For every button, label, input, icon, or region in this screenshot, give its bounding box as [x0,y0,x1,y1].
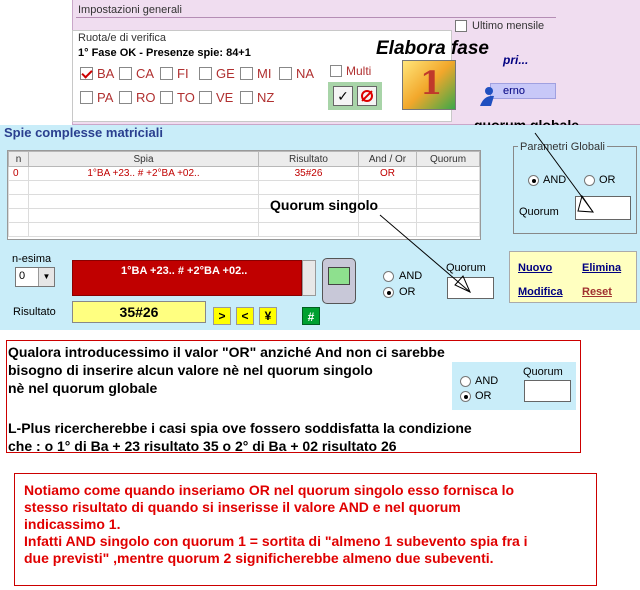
cell-risultato: 35#26 [259,167,359,181]
note1-line2: bisogno di inserire alcun valore nè nel quorum singolo [8,362,373,378]
wheel-na-label: NA [296,66,315,81]
wheel-ca-label: CA [136,66,155,81]
wheel-to-label: TO [177,90,195,105]
multi-label: Multi [346,64,372,78]
note1-line5: che : o 1° di Ba + 23 risultato 35 o 2° di Ba + 02 risultato 26 [8,438,397,454]
note2-text [24,482,594,567]
wheel-ba-label: BA [97,66,115,81]
note2-line4: Infatti AND singolo con quorum 1 = sortita di "almeno 1 subevento spia fra i [24,533,528,549]
global-and-label: AND [543,174,567,186]
next-button[interactable]: > [213,307,231,325]
quorum-singolo-annotation: Quorum singolo [270,197,379,213]
general-settings-label: Impostazioni generali [78,4,182,16]
nesima-label: n-esima [12,253,52,265]
ruota-label: Ruota/e di verifica [78,32,167,44]
col-n[interactable]: n [9,152,29,167]
wheel-ve-label: VE [216,90,234,105]
nesima-select[interactable]: 0 [15,267,55,287]
confirm-button[interactable]: ✓ [333,86,353,106]
note1-or-label: OR [475,390,492,402]
note1-and-radio[interactable] [460,375,498,387]
nuovo-link[interactable]: Nuovo [518,262,553,274]
col-spia[interactable]: Spia [29,152,259,167]
chevron-down-icon[interactable]: ▼ [38,268,54,286]
note1-or-radio[interactable] [460,390,492,402]
wheel-fi-label: FI [177,66,189,81]
wheel-ro-label: RO [136,90,156,105]
phase-number: 1 [420,64,443,102]
note2-line5: due previsti" ,mentre quorum 2 significherebbe almeno due subeventi. [24,550,494,566]
note2-line1: Notiamo come quando inseriamo OR nel quorum singolo esso fornisca lo [24,482,515,498]
note1-and-radio-dot[interactable] [460,376,471,387]
note2-line2: stesso risultato di quando si inserisse il valore AND e nel quorum [24,499,461,515]
prev-button[interactable]: < [236,307,254,325]
yen-button[interactable]: ¥ [259,307,277,325]
note1-and-label: AND [475,375,499,387]
risultato-label: Risultato [13,306,56,318]
global-quorum-label: Quorum [519,206,559,218]
cell-and-or: OR [359,167,417,181]
note1-text2 [8,419,568,455]
wheel-pa-label: PA [97,90,114,105]
ultimo-mensile-label: Ultimo mensile [472,20,545,32]
wheel-ge-label: GE [216,66,235,81]
modifica-link[interactable]: Modifica [518,286,563,298]
parametri-globali-label: Parametri Globali [520,141,605,153]
spie-header: Spie complesse matriciali [4,125,163,140]
col-quorum[interactable]: Quorum [417,152,480,167]
note1-line1: Qualora introducessimo il valor "OR" anziché And non ci sarebbe [8,344,445,360]
hash-button[interactable]: # [302,307,320,325]
formula-field[interactable]: 1°BA +23.. # +2°BA +02.. [72,260,302,296]
single-or-label: OR [399,286,416,298]
note1-line4: L-Plus ricercherebbe i casi spia ove fossero soddisfatta la condizione [8,420,472,436]
cell-spia: 1°BA +23.. # +2°BA +02.. [29,167,259,181]
reset-link[interactable]: Reset [582,286,612,298]
note1-or-radio-dot[interactable] [460,391,471,402]
risultato-field[interactable]: 35#26 [72,301,206,323]
erno-label: erno [503,85,526,97]
elabora-fase-title: Elabora fase [376,38,489,59]
note1-quorum-label: Quorum [523,366,563,378]
note1-line3: nè nel quorum globale [8,380,158,396]
col-risultato[interactable]: Risultato [259,152,359,167]
note2-line3: indicassimo 1. [24,516,121,532]
single-and-label: AND [399,270,423,282]
note1-quorum-input[interactable] [524,380,571,402]
note1-text [8,343,463,397]
single-quorum-label: Quorum [446,262,486,274]
cell-n: 0 [9,167,29,181]
col-and-or[interactable]: And / Or [359,152,417,167]
elimina-link[interactable]: Elimina [582,262,622,274]
wheel-mi-label: MI [257,66,272,81]
wheel-nz-label: NZ [257,90,275,105]
fase-status-text: 1° Fase OK - Presenze spie: 84+1 [78,47,251,59]
global-or-label: OR [599,174,616,186]
pri-link[interactable]: pri... [503,53,529,67]
